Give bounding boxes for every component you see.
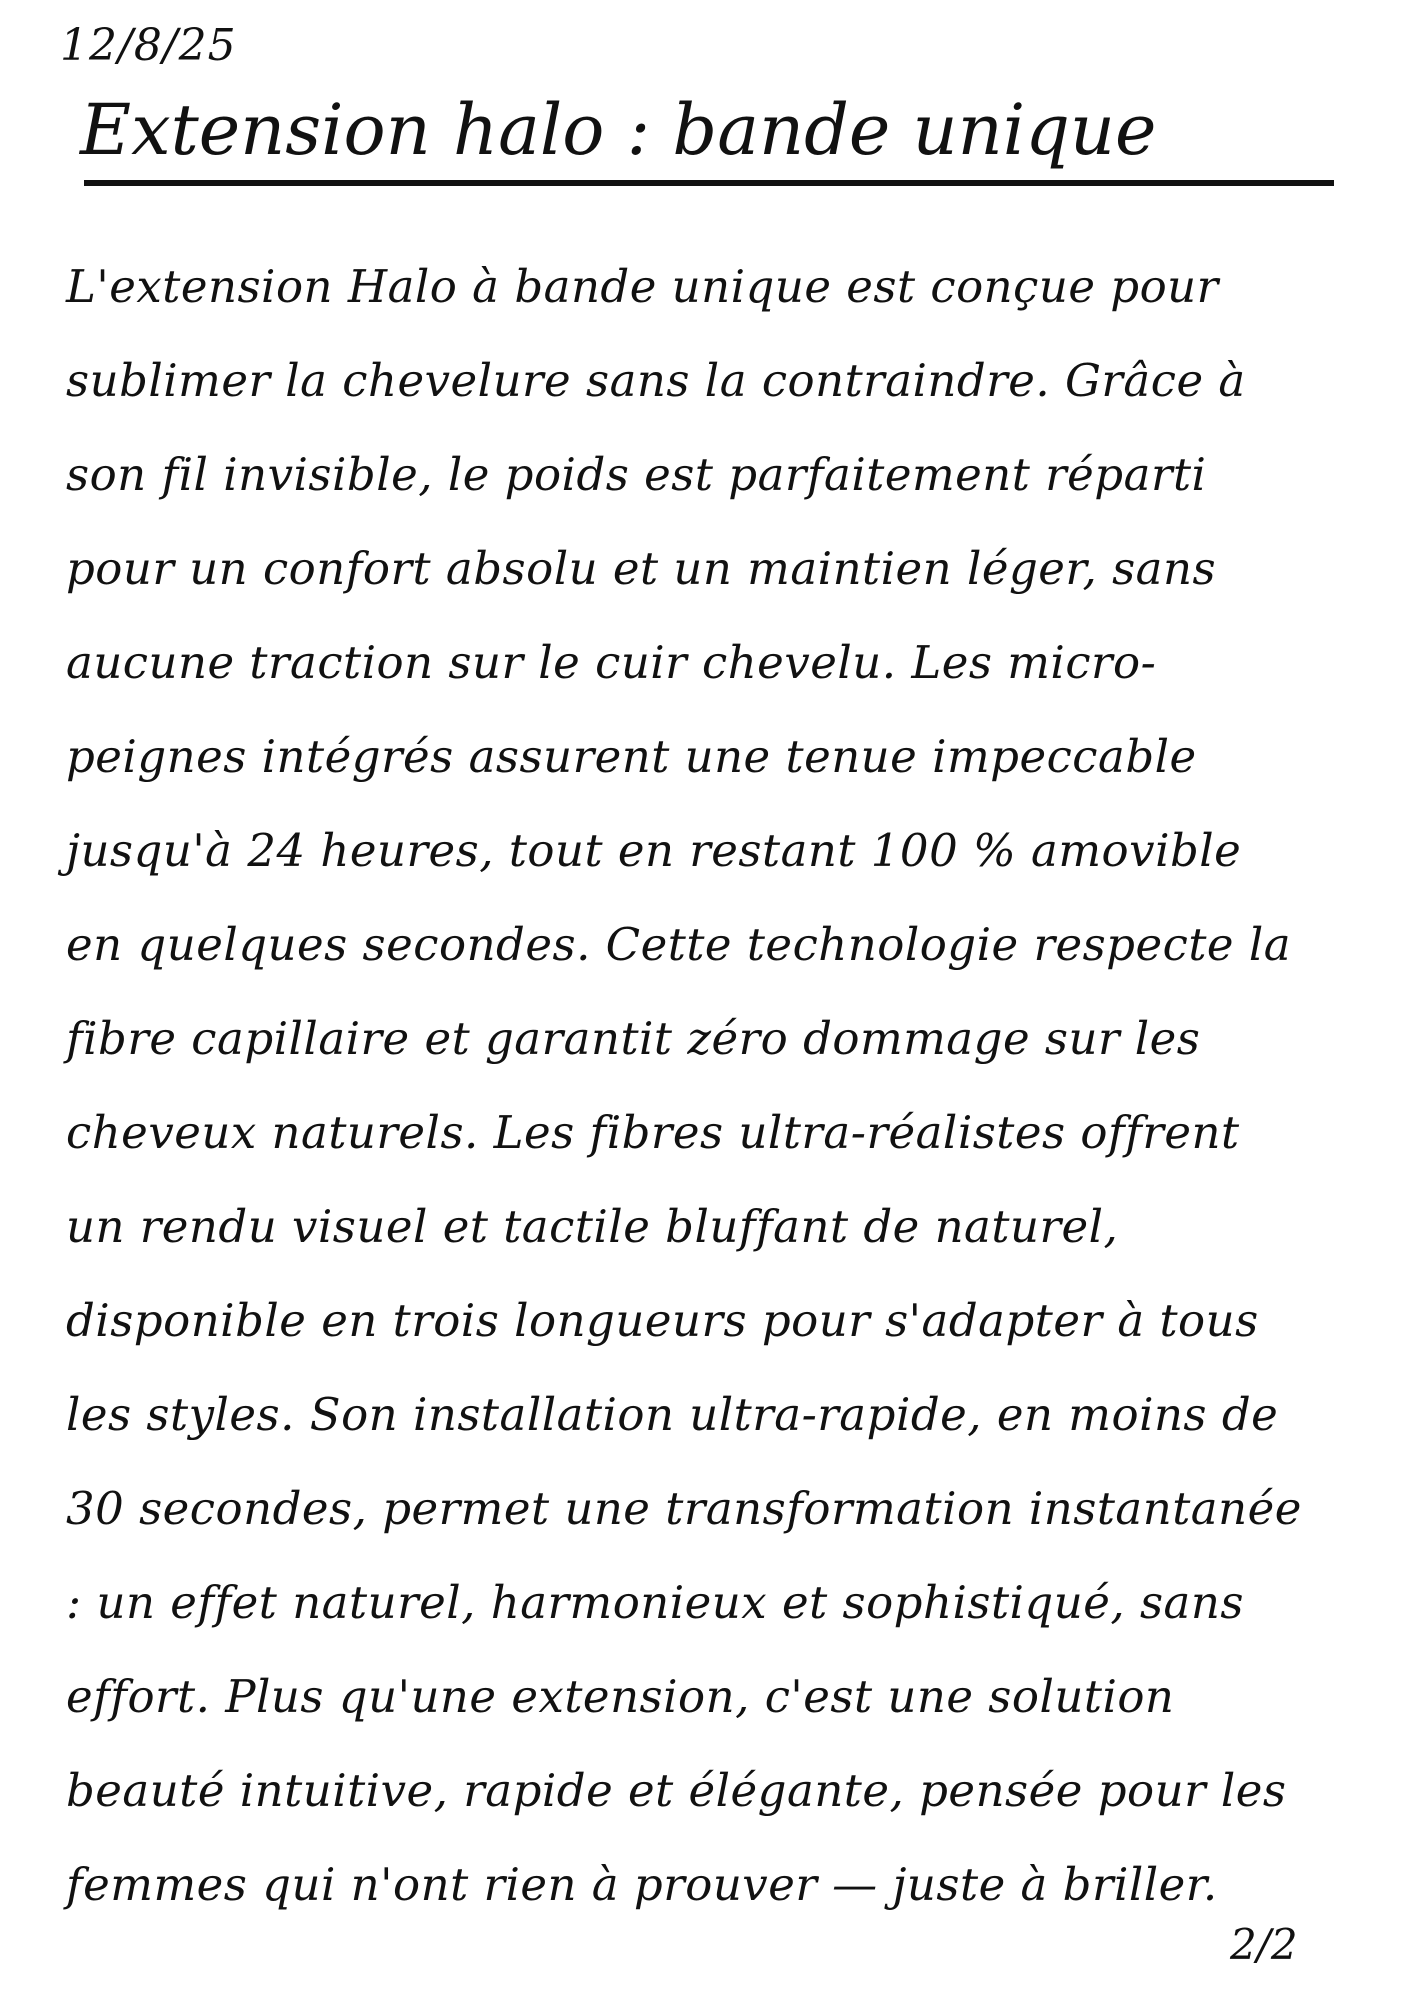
text-line: cheveux naturels. Les fibres ultra-réalistes offrent (66, 1106, 1240, 1159)
text-line: 30 secondes, permet une transformation instantanée (66, 1482, 1302, 1535)
text-line: un rendu visuel et tactile bluffant de naturel, (66, 1200, 1119, 1253)
body-text (66, 240, 1366, 1932)
page-title: Extension halo : bande unique (80, 89, 1157, 171)
text-line: peignes intégrés assurent une tenue impeccable (66, 730, 1197, 783)
text-line: aucune traction sur le cuir chevelu. Les micro- (66, 636, 1157, 689)
text-line: femmes qui n'ont rien à prouver — juste à briller. (66, 1858, 1218, 1911)
text-line: beauté intuitive, rapide et élégante, pensée pour les (66, 1764, 1287, 1817)
text-line: L'extension Halo à bande unique est conçue pour (66, 260, 1219, 313)
text-line: disponible en trois longueurs pour s'adapter à tous (66, 1294, 1259, 1347)
page-number: 2/2 (1230, 1920, 1298, 1969)
page-date: 12/8/25 (60, 20, 237, 71)
text-line: : un effet naturel, harmonieux et sophistiqué, sans (66, 1576, 1244, 1629)
title-underline (84, 180, 1334, 186)
text-line: fibre capillaire et garantit zéro dommage sur les (66, 1012, 1201, 1065)
text-line: jusqu'à 24 heures, tout en restant 100 % amovible (66, 824, 1242, 877)
text-line: les styles. Son installation ultra-rapide, en moins de (66, 1388, 1279, 1441)
text-line: en quelques secondes. Cette technologie respecte la (66, 918, 1292, 971)
text-line: son fil invisible, le poids est parfaitement réparti (66, 448, 1207, 501)
text-line: sublimer la chevelure sans la contraindre. Grâce à (66, 354, 1246, 407)
text-line: pour un confort absolu et un maintien léger, sans (66, 542, 1217, 595)
text-line: effort. Plus qu'une extension, c'est une solution (66, 1670, 1175, 1723)
